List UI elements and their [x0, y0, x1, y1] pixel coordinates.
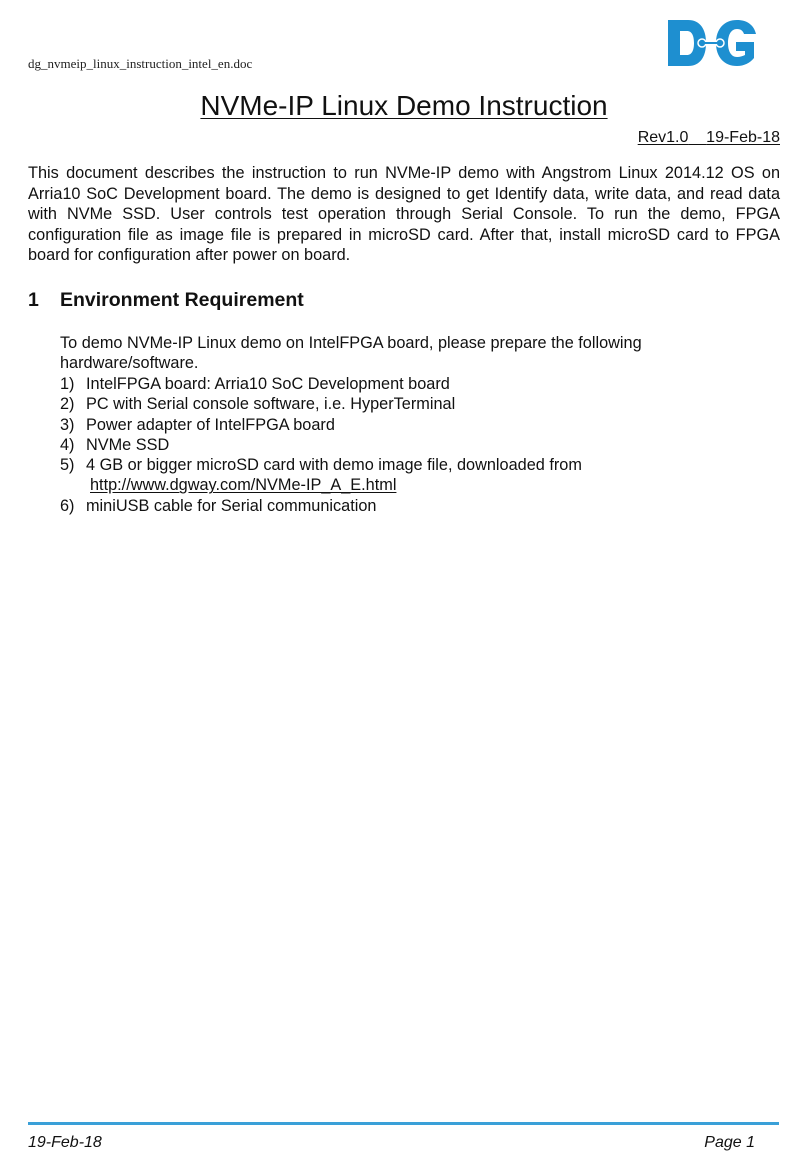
download-link[interactable]: http://www.dgway.com/NVMe-IP_A_E.html	[90, 476, 397, 495]
section-heading	[28, 289, 304, 312]
revision-line	[638, 129, 780, 147]
dg-logo	[666, 18, 758, 68]
list-item-text: IntelFPGA board: Arria10 SoC Development board	[86, 375, 450, 393]
list-item-text: Power adapter of IntelFPGA board	[86, 415, 335, 434]
list-item-text: NVMe SSD	[86, 435, 170, 454]
list-item-marker: 4)	[60, 435, 75, 454]
list-item-marker: 5)	[60, 456, 75, 475]
revision-number: Rev1.0	[637, 129, 689, 146]
footer-page-number: Page 1	[704, 1134, 755, 1151]
list-item-marker: 2)	[60, 395, 75, 414]
list-item	[60, 435, 760, 455]
document-title: NVMe-IP Linux Demo Instruction	[200, 90, 608, 121]
list-item	[60, 496, 760, 516]
list-item	[60, 415, 760, 435]
list-item-marker: 3)	[60, 415, 75, 434]
list-item-marker: 6)	[60, 496, 75, 515]
list-item-marker: 1)	[60, 375, 75, 393]
section-number: 1	[28, 289, 39, 311]
document-filename: dg_nvmeip_linux_instruction_intel_en.doc	[28, 56, 253, 71]
list-item-text: PC with Serial console software, i.e. HyperTerminal	[86, 395, 456, 414]
list-item	[60, 455, 760, 496]
list-item	[60, 394, 760, 414]
intro-paragraph: This document describes the instruction to run NVMe-IP demo with Angstrom Linux 2014.12 OS on Arria10 SoC Development board. The demo is designed to get Identify data, write data, and read data with NVMe SSD. User controls test operation through Serial Console. To run the demo, FPGA configuration file as image file is prepared in microSD card. After that, install microSD card to FPGA board for configuration after power on board.	[28, 164, 780, 265]
list-item-text: 4 GB or bigger microSD card with demo image file, downloaded from	[86, 456, 582, 475]
section-title: Environment Requirement	[60, 289, 304, 311]
requirements-list	[60, 374, 760, 516]
footer-divider	[28, 1122, 779, 1125]
list-item	[60, 374, 760, 394]
revision-date: 19-Feb-18	[706, 129, 780, 146]
footer-date: 19-Feb-18	[28, 1134, 102, 1151]
list-item-text: miniUSB cable for Serial communication	[86, 496, 377, 515]
section-intro-paragraph: To demo NVMe-IP Linux demo on IntelFPGA board, please prepare the following hardware/software.	[60, 334, 642, 373]
